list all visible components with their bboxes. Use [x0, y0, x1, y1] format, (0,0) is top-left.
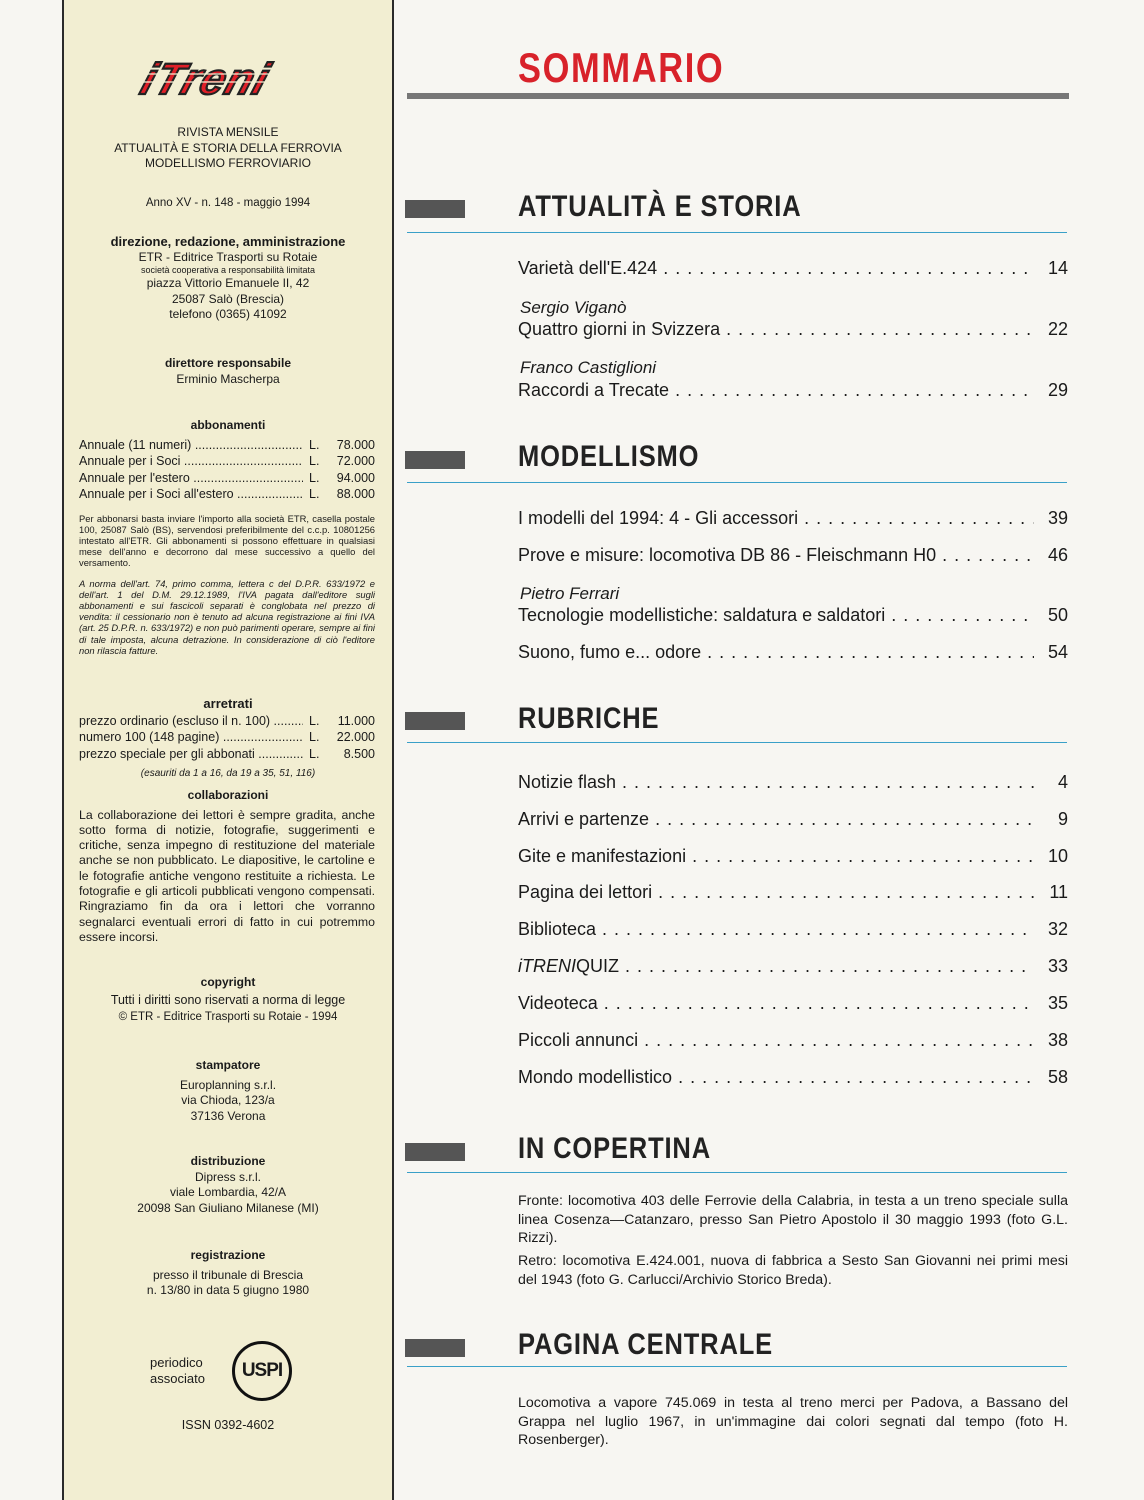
back-issues-block: [64, 696, 392, 782]
address-line: 25087 Salò (Brescia): [171, 291, 285, 306]
section-heading: RUBRICHE: [518, 702, 660, 735]
distribution-line: viale Lombardia, 42/A: [169, 1185, 287, 1199]
director-heading: direttore responsabile: [164, 356, 292, 370]
section-bar: [405, 1339, 465, 1357]
toc-entry[interactable]: Gite e manifestazioni . . . 10: [518, 846, 1068, 867]
section-bar: [405, 451, 465, 469]
subtitle-line: ATTUALITÀ E STORIA DELLA FERROVIA: [114, 140, 342, 155]
collaborations-text: La collaborazione dei lettori è sempre gradita, anche sotto forma di notizie, fotografie, suggerimenti e critiche, senza impegno di restituzione del materiale anche se non pubblicato. Le diapositive, le cartoline e le fotografie antiche vengono restituite a richiesta. Le fotografie e gli articoli pubblicati vengono compensati. Ringraziamo fin da ora i lettori che vorranno segnalarci eventuali errori di fatto in cui potremmo essere incorsi.: [79, 807, 375, 944]
registration-block: [64, 1248, 392, 1299]
price-row: prezzo ordinario (escluso il n. 100) ..... L. 11.000: [79, 713, 375, 730]
price-row: Annuale per i Soci ..... L. 72.000: [79, 453, 375, 470]
toc-author: Sergio Viganò: [520, 298, 627, 317]
toc-author: Pietro Ferrari: [520, 584, 620, 603]
section-rule: [407, 1366, 1067, 1367]
director-block: [64, 356, 392, 387]
cover-front-text: Fronte: locomotiva 403 delle Ferrovie della Calabria, in testa a un treno speciale sulla linea Cosenza—Catanzaro, presso San Pietro Apostolo il 30 maggio 1993 (foto G.L. Rizzi).: [518, 1193, 1068, 1246]
toc-entry[interactable]: Notizie flash . . . 4: [518, 772, 1068, 793]
title-rule: [407, 93, 1069, 99]
registration-heading: registrazione: [190, 1248, 266, 1262]
management-block: [64, 234, 392, 323]
phone: telefono (0365) 41092: [169, 307, 287, 321]
printer-line: 37136 Verona: [190, 1108, 266, 1123]
subtitle-line: MODELLISMO FERROVIARIO: [144, 156, 312, 170]
back-issues-heading: arretrati: [203, 696, 253, 711]
centerfold-text: Locomotiva a vapore 745.069 in testa al treno merci per Padova, a Bassano del Grappa nel luglio 1967, in un'immagine dai colori segnati dal tempo (foto H. Rosenberger).: [518, 1395, 1068, 1448]
distribution-heading: distribuzione: [190, 1154, 266, 1168]
copyright-line: Tutti i diritti sono riservati a norma di legge: [110, 992, 346, 1007]
subscriptions-block: [64, 418, 392, 656]
subscriptions-list: [64, 434, 392, 503]
section-heading: PAGINA CENTRALE: [518, 1328, 773, 1361]
toc-entry[interactable]: Tecnologie modellistiche: saldatura e saldatori . . . 50: [518, 605, 1068, 626]
company-note: società cooperativa a responsabilità limitata: [140, 265, 316, 275]
printer-line: Europlanning s.r.l.: [179, 1077, 277, 1092]
toc-author: Franco Castiglioni: [520, 358, 657, 377]
back-issues-note: (esauriti da 1 a 16, da 19 a 35, 51, 116): [140, 768, 316, 779]
svg-text:iTreni: iTreni: [135, 54, 277, 104]
copyright-heading: copyright: [200, 975, 256, 989]
printer-heading: stampatore: [195, 1058, 261, 1072]
toc-entry[interactable]: Suono, fumo e... odore . . . 54: [518, 642, 1068, 663]
subtitle-line: RIVISTA MENSILE: [177, 125, 279, 139]
section-bar: [405, 1143, 465, 1161]
vat-note: A norma dell'art. 74, primo comma, lettera c del D.P.R. 633/1972 e dell'art. 1 del D.M. 29.12.1989, l'IVA pagata dall'editore sugli abbonamenti e sui fascicoli separati è conglobata nel prezzo di vendita: il cessionario non è tenuto ad alcuna registrazione ai fini IVA (art. 25 D.P.R. n. 633/1972) e non può parimenti operare, sempre ai fini di tale imposta, alcuna detrazione. In considerazione di ciò l'editore non rilascia fatture.: [79, 577, 375, 656]
section-heading: ATTUALITÀ E STORIA: [518, 190, 802, 223]
price-row: prezzo speciale per gli abbonati ..... L. 8.500: [79, 746, 375, 763]
cover-back-text: Retro: locomotiva E.424.001, nuova di fabbrica a Sesto San Giovanni nei primi mesi del 1943 (foto G. Carlucci/Archivio Storico Breda).: [518, 1253, 1068, 1288]
management-heading: direzione, redazione, amministrazione: [110, 234, 346, 249]
contents-title: SOMMARIO: [518, 44, 725, 91]
association-line: periodico: [150, 1355, 203, 1370]
copyright-line: © ETR - Editrice Trasporti su Rotaie - 1994: [118, 1010, 338, 1023]
price-row: Annuale per i Soci all'estero ..... L. 88.000: [79, 486, 375, 503]
itreni-logo: [124, 52, 334, 106]
price-row: Annuale per l'estero ..... L. 94.000: [79, 470, 375, 487]
toc-entry[interactable]: iTRENIQUIZ . . . 33: [518, 956, 1068, 977]
toc-entry[interactable]: Arrivi e partenze . . . 9: [518, 809, 1068, 830]
subscriptions-heading: abbonamenti: [190, 418, 266, 432]
registration-line: n. 13/80 in data 5 giugno 1980: [146, 1283, 310, 1297]
printer-line: via Chioda, 123/a: [181, 1093, 275, 1107]
toc-entry[interactable]: I modelli del 1994: 4 - Gli accessori . . . 39: [518, 508, 1068, 529]
masthead-column: [62, 0, 394, 1500]
company-name: ETR - Editrice Trasporti su Rotaie: [138, 249, 318, 264]
price-row: Annuale (11 numeri) ..... L. 78.000: [79, 437, 375, 454]
director-name: Erminio Mascherpa: [176, 371, 280, 386]
collaborations-heading: collaborazioni: [187, 788, 269, 802]
issn: ISSN 0392-4602: [181, 1418, 275, 1432]
section-rule: [407, 482, 1067, 483]
toc-entry[interactable]: Pagina dei lettori . . . 11: [518, 882, 1068, 903]
issue-info: Anno XV - n. 148 - maggio 1994: [145, 197, 311, 209]
registration-line: presso il tribunale di Brescia: [152, 1267, 304, 1282]
printer-block: [64, 1058, 392, 1124]
distribution-line: Dipress s.r.l.: [194, 1169, 261, 1184]
section-bar: [405, 200, 465, 218]
toc-entry[interactable]: Mondo modellistico . . . 58: [518, 1067, 1068, 1088]
copyright-block: [64, 975, 392, 1025]
toc-entry[interactable]: Raccordi a Trecate . . . 29: [518, 380, 1068, 401]
back-issues-list: [64, 712, 392, 763]
section-bar: [405, 712, 465, 730]
uspi-badge: USPI: [232, 1341, 292, 1401]
section-heading: MODELLISMO: [518, 440, 700, 473]
section-heading: IN COPERTINA: [518, 1132, 711, 1165]
section-rule: [407, 1172, 1067, 1173]
section-rule: [407, 742, 1067, 743]
distribution-block: [64, 1154, 392, 1216]
association-line: associato: [150, 1371, 205, 1386]
toc-entry[interactable]: Piccoli annunci . . . 38: [518, 1030, 1068, 1051]
collaborations-block: [64, 788, 392, 945]
toc-entry[interactable]: Varietà dell'E.424 . . . 14: [518, 258, 1068, 279]
association-label: [150, 1355, 205, 1387]
address-line: piazza Vittorio Emanuele II, 42: [146, 276, 310, 290]
masthead-subtitle: [64, 125, 392, 172]
toc-entry[interactable]: Videoteca . . . 35: [518, 993, 1068, 1014]
price-row: numero 100 (148 pagine) ..... L. 22.000: [79, 729, 375, 746]
toc-entry[interactable]: Prove e misure: locomotiva DB 86 - Fleischmann H0 . . . 46: [518, 545, 1068, 566]
toc-entry[interactable]: Quattro giorni in Svizzera . . . 22: [518, 319, 1068, 340]
distribution-line: 20098 San Giuliano Milanese (MI): [137, 1200, 319, 1215]
subscriptions-note: Per abbonarsi basta inviare l'importo alla società ETR, casella postale 100, 25087 Salò (BS), servendosi preferibilmente del c.c.p. 10801256 intestato all'ETR. Gli abbonamenti si possono effettuare in qualsiasi mese dell'anno e decorrono dal mese successivo a quello del versamento.: [79, 512, 375, 569]
toc-entry[interactable]: Biblioteca . . . 32: [518, 919, 1068, 940]
section-rule: [407, 232, 1067, 233]
